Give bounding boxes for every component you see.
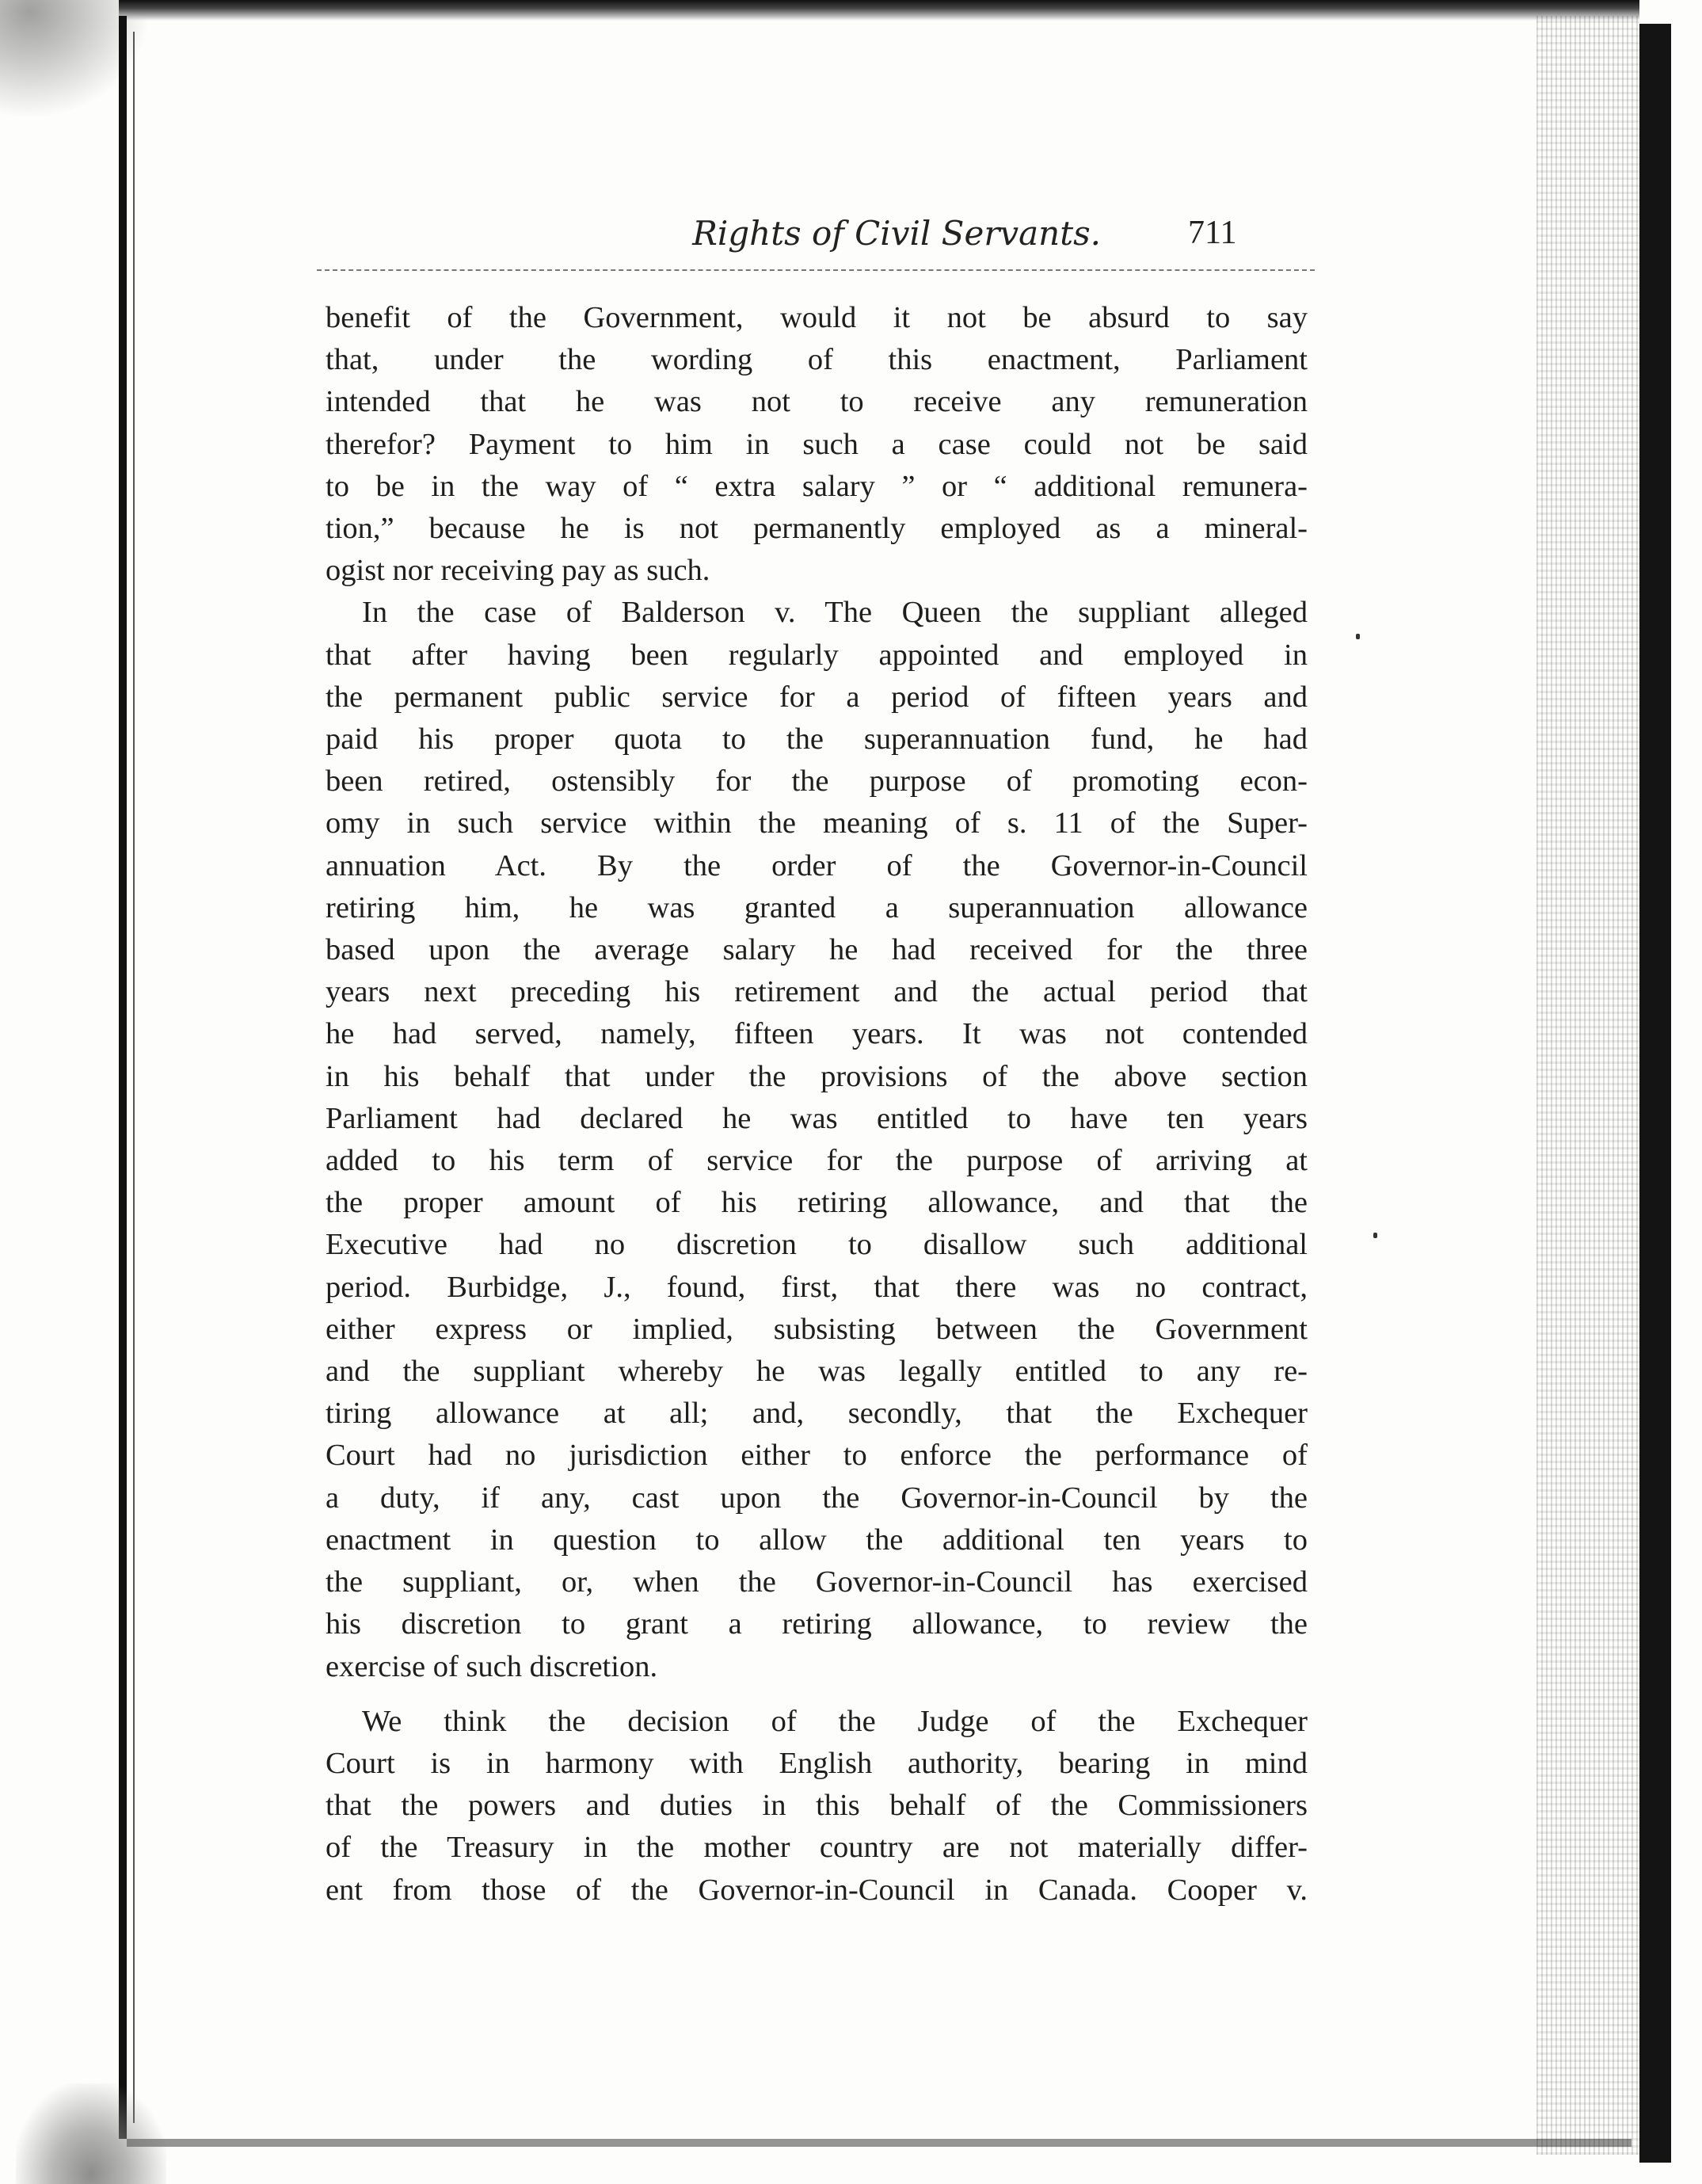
text-line: either express or implied, subsisting between the Government [326, 1312, 1308, 1346]
text-line: that, under the wording of this enactment, Parliament [326, 343, 1308, 377]
page-number: 711 [1188, 215, 1237, 251]
text-line: been retired, ostensibly for the purpose of promoting econ- [326, 764, 1308, 799]
text-line: annuation Act. By the order of the Governor-in-Council [326, 848, 1308, 882]
text-line: the permanent public service for a period of fifteen years and [326, 680, 1308, 714]
text-line: based upon the average salary he had received for the three [326, 933, 1308, 967]
text-line: ent from those of the Governor-in-Council in Canada. Cooper v. [326, 1873, 1308, 1907]
text-line: added to his term of service for the purpose of arriving at [326, 1144, 1308, 1178]
text-line: in his behalf that under the provisions of the above section [326, 1059, 1308, 1093]
text-line: We think the decision of the Judge of the Exchequer [362, 1704, 1308, 1738]
page-stack-edge [1536, 16, 1639, 2155]
text-line: his discretion to grant a retiring allowance, to review the [326, 1607, 1308, 1641]
text-line: that the powers and duties in this behalf of the Commissioners [326, 1789, 1308, 1823]
text-line: therefor? Payment to him in such a case could not be said [326, 427, 1308, 461]
text-line: In the case of Balderson v. The Queen the suppliant alleged [362, 596, 1308, 630]
book-gutter-edge [119, 16, 127, 2139]
text-line: exercise of such discretion. [326, 1649, 658, 1683]
text-line: period. Burbidge, J., found, first, that there was no contract, [326, 1270, 1308, 1304]
text-line: tiring allowance at all; and, secondly, that the Exchequer [326, 1397, 1308, 1431]
text-line: that after having been regularly appointed and employed in [326, 638, 1308, 672]
text-line: he had served, namely, fifteen years. It was not contended [326, 1017, 1308, 1051]
header-rule [317, 269, 1315, 271]
text-line: the proper amount of his retiring allowance, and that the [326, 1186, 1308, 1220]
scan-shadow-bottom-left [16, 2083, 166, 2184]
text-line: tion,” because he is not permanently employed as a mineral- [326, 512, 1308, 546]
text-line: Court is in harmony with English authority, bearing in mind [326, 1746, 1308, 1780]
text-line: ogist nor receiving pay as such. [326, 554, 710, 588]
text-line: retiring him, he was granted a superannuation allowance [326, 890, 1308, 924]
book-gutter-line [133, 32, 135, 2123]
body-text [326, 297, 1308, 1911]
scan-shadow-bottom [127, 2139, 1632, 2147]
text-line: paid his proper quota to the superannuation fund, he had [326, 722, 1308, 757]
text-line: the suppliant, or, when the Governor-in-Council has exercised [326, 1565, 1308, 1599]
running-title: Rights of Civil Servants. [692, 214, 1101, 253]
text-line: enactment in question to allow the additional ten years to [326, 1523, 1308, 1557]
text-line: a duty, if any, cast upon the Governor-in-Council by the [326, 1481, 1308, 1515]
stray-mark [1356, 634, 1360, 639]
text-line: Parliament had declared he was entitled to have ten years [326, 1101, 1308, 1135]
page-header [325, 214, 1315, 269]
stray-mark [1373, 1233, 1377, 1238]
text-line: intended that he was not to receive any remuneration [326, 385, 1308, 419]
scan-shadow-top [119, 0, 1639, 21]
scan-shadow-right [1639, 24, 1671, 2163]
text-line: and the suppliant whereby he was legally entitled to any re- [326, 1355, 1308, 1389]
text-line: benefit of the Government, would it not be absurd to say [326, 301, 1308, 334]
text-line: omy in such service within the meaning of s. 11 of the Super- [326, 806, 1308, 840]
text-line: of the Treasury in the mother country are not materially differ- [326, 1831, 1308, 1865]
text-line: Court had no jurisdiction either to enforce the performance of [326, 1439, 1308, 1473]
text-line: to be in the way of “ extra salary ” or “ additional remunera- [326, 469, 1308, 503]
text-line: years next preceding his retirement and the actual period that [326, 975, 1308, 1009]
text-line: Executive had no discretion to disallow such additional [326, 1228, 1308, 1262]
